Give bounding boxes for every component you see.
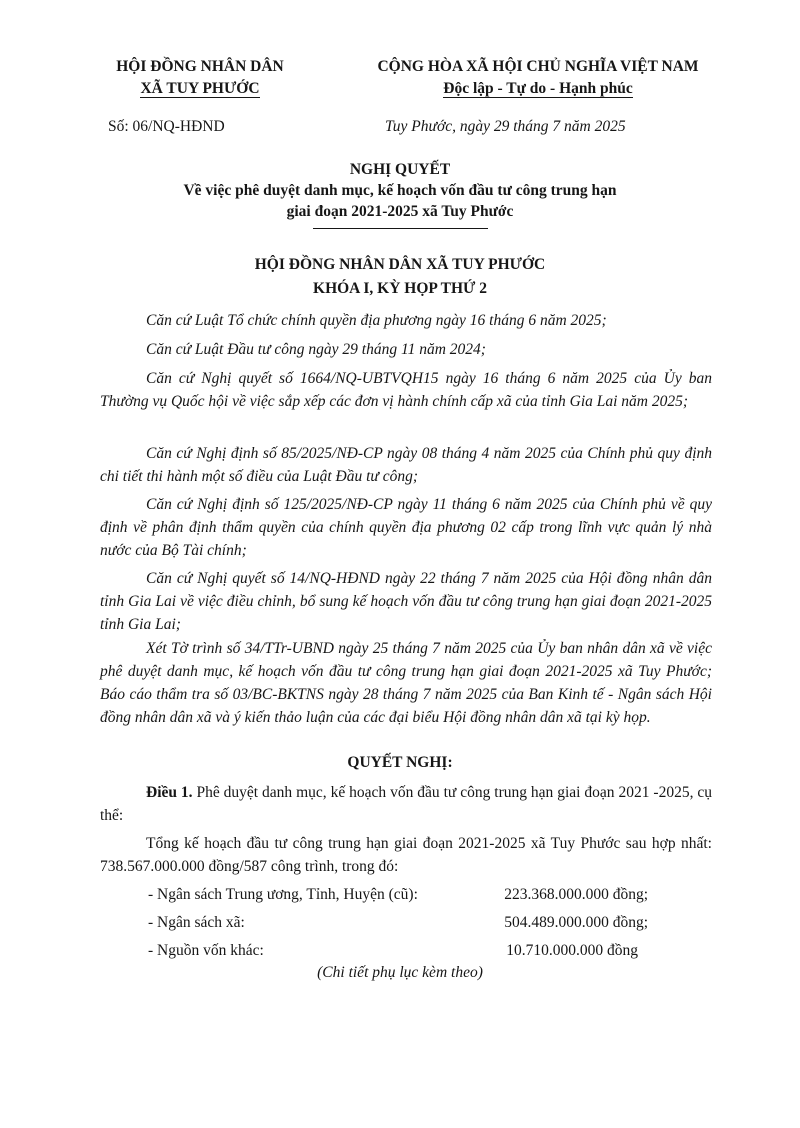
title-divider — [313, 228, 488, 229]
legal-basis-3: Căn cứ Nghị quyết số 1664/NQ-UBTVQH15 ngày 16 tháng 6 năm 2025 của Ủy ban Thường vụ Quốc hội về việc sắp xếp các đơn vị hành chính cấp xã của tỉnh Gia Lai năm 2025; — [100, 370, 712, 410]
funding-source-amount: 504.489.000.000 đồng; — [504, 914, 648, 931]
legal-basis-5: Căn cứ Nghị định số 125/2025/NĐ-CP ngày 11 tháng 6 năm 2025 của Chính phủ về quy định về phân định thẩm quyền của chính quyền địa phương 02 cấp trong lĩnh vực quản lý nhà nước của Bộ Tài chính; — [100, 496, 712, 559]
council-name: HỘI ĐỒNG NHÂN DÂN XÃ TUY PHƯỚC — [254, 256, 546, 273]
nation-line-2: Độc lập - Tự do - Hạnh phúc — [443, 80, 633, 97]
legal-basis-7: Xét Tờ trình số 34/TTr-UBND ngày 25 tháng 7 năm 2025 của Ủy ban nhân dân xã về việc phê duyệt danh mục, kế hoạch vốn đầu tư công trung hạn giai đoạn 2021-2025 xã Tuy Phước; Báo cáo thẩm tra số 03/BC-BKTNS ngày 28 tháng 7 năm 2025 của Ban Kinh tế - Ngân sách Hội đồng nhân dân xã và ý kiến thảo luận của các đại biểu Hội đồng nhân dân xã tại kỳ họp. — [100, 640, 712, 726]
national-motto — [348, 56, 728, 100]
document-type: NGHỊ QUYẾT — [349, 161, 451, 178]
funding-source-amount: 10.710.000.000 đồng — [506, 942, 638, 959]
legal-basis-4: Căn cứ Nghị định số 85/2025/NĐ-CP ngày 08 tháng 4 năm 2025 của Chính phủ quy định chi tiết thi hành một số điều của Luật Đầu tư công; — [100, 445, 712, 485]
funding-source-row — [148, 886, 648, 908]
legal-basis-6: Căn cứ Nghị quyết số 14/NQ-HĐND ngày 22 tháng 7 năm 2025 của Hội đồng nhân dân tỉnh Gia Lai về việc điều chỉnh, bổ sung kế hoạch vốn đầu tư công trung hạn giai đoạn 2021-2025 tỉnh Gia Lai; — [100, 570, 712, 633]
legal-basis-1: Căn cứ Luật Tổ chức chính quyền địa phương ngày 16 tháng 6 năm 2025; — [146, 312, 607, 329]
funding-source-amount: 223.368.000.000 đồng; — [504, 886, 648, 903]
funding-source-label: - Ngân sách Trung ương, Tỉnh, Huyện (cũ): — [148, 886, 418, 903]
resolves-heading: QUYẾT NGHỊ: — [347, 754, 453, 771]
nation-line-1: CỘNG HÒA XÃ HỘI CHỦ NGHĨA VIỆT NAM — [377, 58, 699, 75]
legal-basis-2: Căn cứ Luật Đầu tư công ngày 29 tháng 11 năm 2024; — [146, 341, 486, 358]
document-number: Số: 06/NQ-HĐND — [108, 118, 225, 135]
article-1-total: Tổng kế hoạch đầu tư công trung hạn giai đoạn 2021-2025 xã Tuy Phước sau hợp nhất: 738.567.000.000 đồng/587 công trình, trong đó: — [100, 835, 712, 875]
document-subject-line-2: giai đoạn 2021-2025 xã Tuy Phước — [286, 203, 514, 220]
article-1 — [100, 781, 712, 827]
article-1-label: Điều 1. — [146, 784, 193, 801]
place-and-date: Tuy Phước, ngày 29 tháng 7 năm 2025 — [385, 118, 626, 135]
issuing-agency — [70, 56, 330, 100]
funding-source-row — [148, 914, 648, 936]
funding-source-row — [148, 942, 648, 964]
article-1-text: Phê duyệt danh mục, kế hoạch vốn đầu tư công trung hạn giai đoạn 2021 -2025, cụ thể: — [100, 784, 713, 824]
document-subject-line-1: Về việc phê duyệt danh mục, kế hoạch vốn đầu tư công trung hạn — [183, 182, 617, 199]
agency-line-2: XÃ TUY PHƯỚC — [140, 80, 260, 97]
appendix-note: (Chi tiết phụ lục kèm theo) — [317, 964, 483, 981]
agency-line-1: HỘI ĐỒNG NHÂN DÂN — [116, 58, 284, 75]
funding-source-label: - Ngân sách xã: — [148, 914, 245, 931]
council-session: KHÓA I, KỲ HỌP THỨ 2 — [313, 280, 487, 297]
funding-source-label: - Nguồn vốn khác: — [148, 942, 264, 959]
